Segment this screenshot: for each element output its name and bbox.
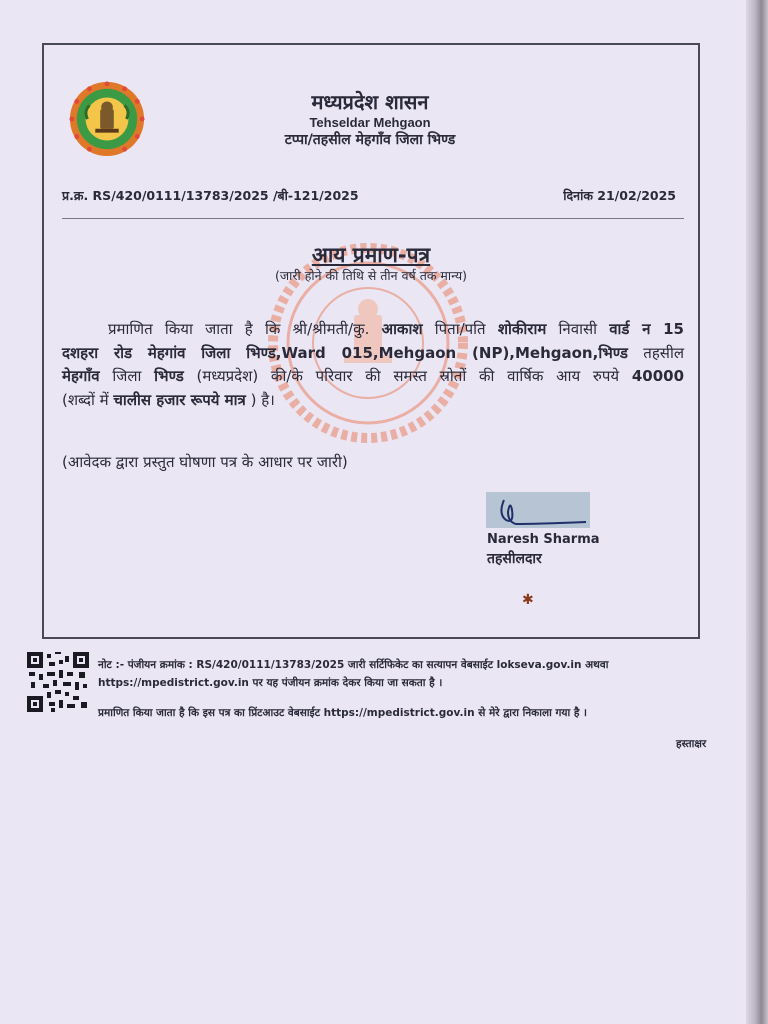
verification-note: नोट :- पंजीयन क्रमांक : RS/420/0111/13783/2025 जारी सर्टिफिकेट का सत्यापन वेबसाईट lokseva.gov.in अथवा <box>98 659 609 671</box>
emblem-icon <box>68 80 146 158</box>
body-text: (शब्दों में <box>62 390 114 409</box>
ward-number: वार्ड न 15 <box>609 320 684 338</box>
body-line-4 <box>62 389 684 413</box>
certificate-title: आय प्रमाण-पत्र <box>311 243 431 267</box>
signatory-designation: तहसीलदार <box>487 551 542 567</box>
signature-image <box>486 492 590 528</box>
office-name-hindi: टप्पा/तहसील मेहगाँव जिला भिण्ड <box>284 132 456 148</box>
father-name: शोकीराम <box>497 320 547 338</box>
body-text: ) है। <box>245 390 275 409</box>
qr-code-icon <box>27 652 89 712</box>
address: दशहरा रोड मेहगांव जिला भिण्ड,Ward 015,Mehgaon (NP),Mehgaon,भिण्ड <box>62 343 628 362</box>
body-line-3 <box>62 365 684 389</box>
header-divider <box>62 218 684 219</box>
issue-date: दिनांक 21/02/2025 <box>563 188 676 203</box>
validity-note: (जारी होने की तिथि से तीन वर्ष तक मान्य) <box>275 268 467 283</box>
body-text: निवासी <box>546 320 610 338</box>
body-text: पिता/पति <box>422 320 498 338</box>
reference-number: प्र.क्र. RS/420/0111/13783/2025 /बी-121/2025 <box>62 188 359 203</box>
page-edge <box>746 0 768 1024</box>
issue-basis-note: (आवेदक द्वारा प्रस्तुत घोषणा पत्र के आधार पर जारी) <box>62 453 348 471</box>
signature-label: हस्ताक्षर <box>676 738 707 750</box>
body-text: (मध्यप्रदेश) की/के परिवार की समस्त स्रोतों की वार्षिक आय रुपये <box>183 367 632 385</box>
office-name-english: Tehseldar Mehgaon <box>309 115 431 130</box>
certificate-body <box>62 318 684 412</box>
body-line-1 <box>62 318 684 342</box>
body-text: जिला <box>99 367 155 385</box>
ink-mark: ✱ <box>522 592 534 608</box>
applicant-name: आकाश <box>381 320 423 338</box>
body-line-2 <box>62 342 684 366</box>
signatory-name: Naresh Sharma <box>487 532 600 547</box>
income-amount: 40000 <box>631 367 685 385</box>
printout-note: प्रमाणित किया जाता है कि इस पत्र का प्रिंटआउट वेबसाईट https://mpedistrict.gov.in से मेरे द्वारा निकाला गया है । <box>98 707 588 719</box>
tehsil-name: मेहगाँव <box>62 367 100 385</box>
verification-note-continued: https://mpedistrict.gov.in पर यह पंजीयन क्रमांक देकर किया जा सकता है । <box>98 677 443 689</box>
income-amount-words: चालीस हजार रूपये मात्र <box>113 390 246 409</box>
district-name: भिण्ड <box>154 367 184 385</box>
body-text: प्रमाणित किया जाता है कि श्री/श्रीमती/कु. <box>108 320 382 338</box>
body-text: तहसील <box>627 343 684 362</box>
government-heading: मध्यप्रदेश शासन <box>311 90 429 114</box>
